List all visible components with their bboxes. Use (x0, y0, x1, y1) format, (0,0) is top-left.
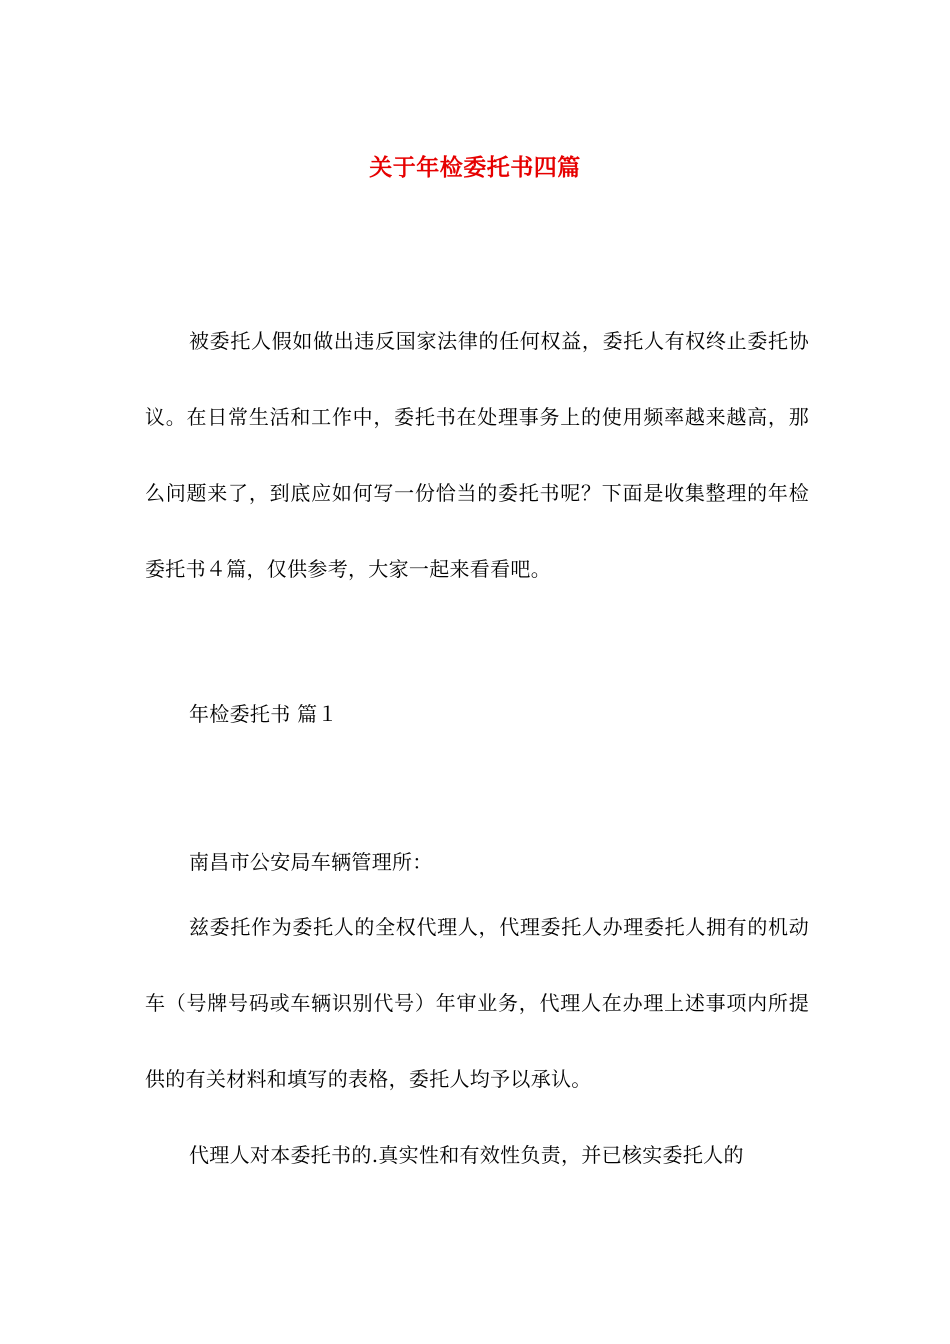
intro-paragraph: 被委托人假如做出违反国家法律的任何权益，委托人有权终止委托协议。在日常生活和工作中，委托书在处理事务上的使用频率越来越高，那么问题来了，到底应如何写一份恰当的委托书呢？下面是收集整理的年检委托书４篇，仅供参考，大家一起来看看吧。 (145, 329, 809, 581)
section-heading: 年检委托书 篇１ (189, 702, 338, 726)
salutation-line: 南昌市公安局车辆管理所： (189, 850, 433, 874)
body-paragraph: 兹委托作为委托人的全权代理人，代理委托人办理委托人拥有的机动车（号牌号码或车辆识别代号）年审业务，代理人在办理上述事项内所提供的有关材料和填写的表格，委托人均予以承认。 (145, 915, 809, 1091)
document-title: 关于年检委托书四篇 (369, 154, 581, 182)
body-paragraph: 代理人对本委托书的.真实性和有效性负责，并已核实委托人的 (189, 1143, 744, 1167)
